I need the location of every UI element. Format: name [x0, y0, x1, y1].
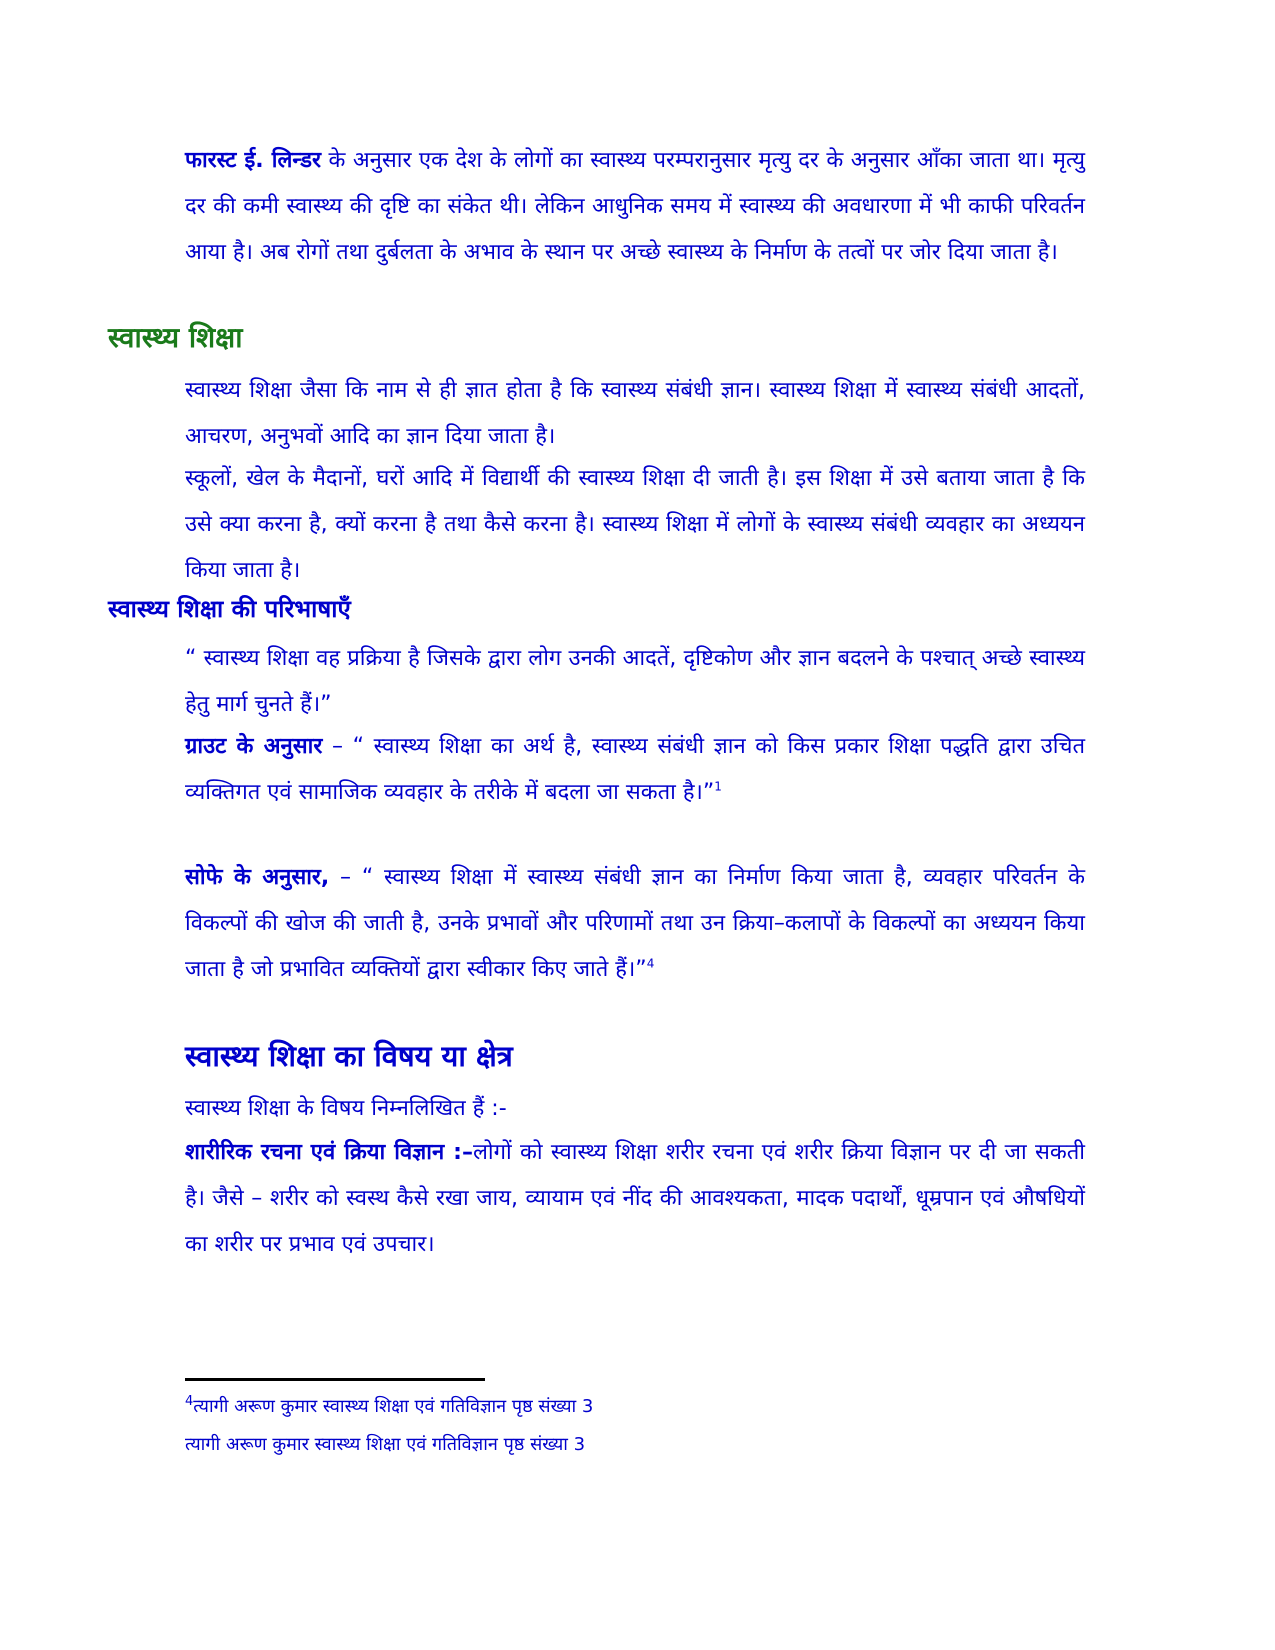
author-sofe: सोफे के अनुसार, [185, 865, 330, 890]
heading-definitions: स्वास्थ्य शिक्षा की परिभाषाएँ [108, 595, 351, 623]
anatomy-paragraph [185, 1130, 1085, 1268]
footnote-text: त्यागी अरूण कुमार स्वास्थ्य शिक्षा एवं गतिविज्ञान पृष्ठ संख्या 3 [185, 1434, 586, 1455]
footnote-ref-4: 4 [646, 956, 655, 971]
intro-text: के अनुसार एक देश के लोगों का स्वास्थ्य परम्परानुसार मृत्यु दर के अनुसार आँका जाता था। मृत्यु दर की कमी स्वास्थ्य की दृष्टि का संकेत थी। लेकिन आधुनिक समय में स्वास्थ्य की अवधारणा में भी काफी परिवर्तन आया है। अब रोगों तथा दुर्बलता के अभाव के स्थान पर अच्छे स्वास्थ्य के निर्माण के तत्वों पर जोर दिया जाता है। [185, 148, 1085, 265]
author-grout: ग्राउट के अनुसार [185, 734, 323, 759]
author-forrest-linder: फारस्ट ई. लिन्डर [185, 148, 322, 173]
footnote-divider [185, 1378, 485, 1381]
heading-scope: स्वास्थ्य शिक्षा का विषय या क्षेत्र [185, 1039, 513, 1073]
quote-grout [185, 724, 1085, 816]
heading-health-education: स्वास्थ्य शिक्षा [108, 321, 243, 354]
quote-1: “ स्वास्थ्य शिक्षा वह प्रक्रिया है जिसके द्वारा लोग उनकी आदतें, दृष्टिकोण और ज्ञान बदलने के पश्चात् अच्छे स्वास्थ्य हेतु मार्ग चुनते हैं।” [185, 646, 1085, 717]
school-paragraph: स्कूलों, खेल के मैदानों, घरों आदि में विद्यार्थी की स्वास्थ्य शिक्षा दी जाती है। इस शिक्षा में उसे बताया जाता है कि उसे क्या करना है, क्यों करना है तथा कैसे करना है। स्वास्थ्य शिक्षा में लोगों के स्वास्थ्य संबंधी व्यवहार का अध्ययन किया जाता है। [185, 466, 1085, 583]
footnote-text: त्यागी अरूण कुमार स्वास्थ्य शिक्षा एवं गतिविज्ञान पृष्ठ संख्या 3 [193, 1396, 594, 1417]
quote-sofe-text: – “ स्वास्थ्य शिक्षा में स्वास्थ्य संबंधी ज्ञान का निर्माण किया जाता है, व्यवहार परिवर्तन के विकल्पों की खोज की जाती है, उनके प्रभावों और परिणामों तथा उन क्रिया–कलापों के विकल्पों का अध्ययन किया जाता है जो प्रभावित व्यक्तियों द्वारा स्वीकार किए जाते हैं।” [185, 865, 1085, 982]
intro-paragraph [185, 138, 1085, 276]
footnote-4 [185, 1394, 593, 1418]
anatomy-text: लोगों को स्वास्थ्य शिक्षा शरीर रचना एवं शरीर क्रिया विज्ञान पर दी जा सकती है। जैसे – शरीर को स्वस्थ कैसे रखा जाय, व्यायाम एवं नींद की आवश्यकता, मादक पदार्थों, धूम्रपान एवं औषधियों का शरीर पर प्रभाव एवं उपचार। [185, 1140, 1085, 1257]
footnote-extra [185, 1432, 585, 1456]
definition-paragraph: स्वास्थ्य शिक्षा जैसा कि नाम से ही ज्ञात होता है कि स्वास्थ्य संबंधी ज्ञान। स्वास्थ्य शिक्षा में स्वास्थ्य संबंधी आदतों, आचरण, अनुभवों आदि का ज्ञान दिया जाता है। [185, 378, 1085, 449]
scope-intro: स्वास्थ्य शिक्षा के विषय निम्नलिखित हैं :- [185, 1096, 507, 1121]
quote-sofe [185, 855, 1085, 993]
footnote-ref-1: 1 [714, 779, 722, 794]
term-anatomy: शारीरिक रचना एवं क्रिया विज्ञान :– [185, 1140, 473, 1165]
footnote-number: 4 [185, 1394, 194, 1409]
quote-grout-text: – “ स्वास्थ्य शिक्षा का अर्थ है, स्वास्थ्य संबंधी ज्ञान को किस प्रकार शिक्षा पद्धति द्वारा उचित व्यक्तिगत एवं सामाजिक व्यवहार के तरीके में बदला जा सकता है।” [185, 734, 1085, 805]
